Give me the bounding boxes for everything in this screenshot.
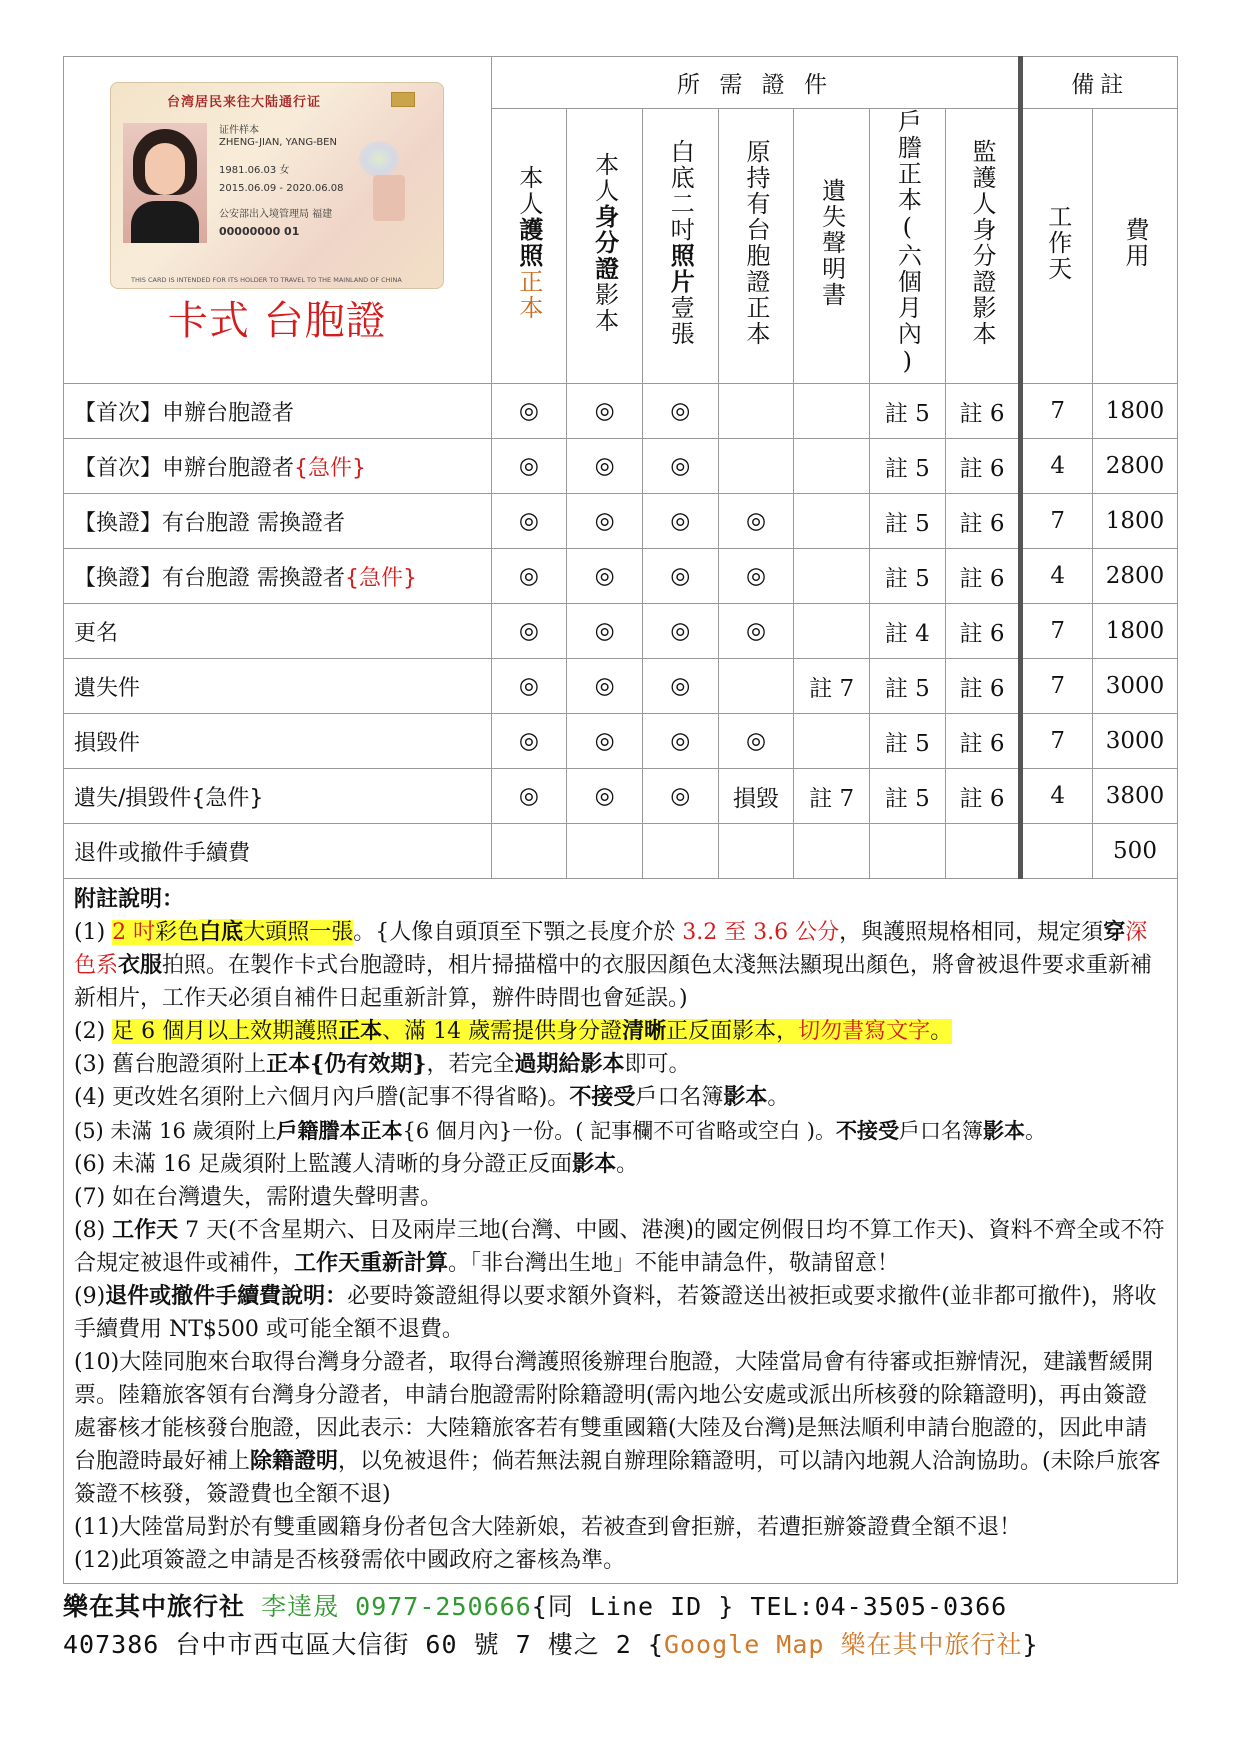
col-header-household: 戶謄正本(六個月內) — [870, 109, 946, 384]
card-caption: 卡式 台胞證 — [167, 298, 387, 344]
requirement-cell: ◎ — [491, 549, 567, 604]
notes-title: 附註說明： — [74, 886, 185, 912]
requirement-cell: ◎ — [567, 714, 643, 769]
table-row — [64, 824, 1178, 879]
google-map-link[interactable]: Google Map 樂在其中旅行社 — [663, 1630, 1023, 1659]
workdays-cell: 4 — [1021, 549, 1093, 604]
footer-line-2: 407386 台中市西屯區大信街 60 號 7 樓之 2 {Google Map 樂在其中旅行社} — [63, 1630, 1039, 1659]
workdays-cell: 7 — [1021, 604, 1093, 659]
table-row — [64, 714, 1178, 769]
requirement-cell: ◎ — [491, 659, 567, 714]
line-id-note: {同 Line ID } — [531, 1592, 735, 1621]
requirement-cell: 註 6 — [945, 494, 1021, 549]
card-portrait — [123, 123, 207, 243]
requirement-cell — [718, 384, 794, 439]
row-label: 損毀件 — [64, 714, 492, 769]
requirement-cell: ◎ — [718, 714, 794, 769]
requirement-cell: 註 4 — [870, 604, 946, 659]
row-label: 遺失/損毀件{急件} — [64, 769, 492, 824]
requirements-table — [63, 56, 1178, 879]
workdays-cell: 7 — [1021, 714, 1093, 769]
requirement-cell — [794, 604, 870, 659]
card-line: 证件样本 — [219, 125, 259, 136]
requirement-cell — [794, 714, 870, 769]
card-sample-image — [110, 82, 444, 289]
footer-line-1 — [63, 1588, 1178, 1626]
requirement-cell: 註 7 — [794, 769, 870, 824]
workdays-cell: 7 — [1021, 494, 1093, 549]
requirement-cell: ◎ — [491, 604, 567, 659]
card-sample-cell — [64, 57, 492, 384]
remarks-header: 備註 — [1021, 57, 1178, 109]
requirement-cell — [491, 824, 567, 879]
table-row — [64, 439, 1178, 494]
row-label: 退件或撤件手續費 — [64, 824, 492, 879]
requirement-cell: 註 6 — [945, 769, 1021, 824]
requirement-cell: 損毀 — [718, 769, 794, 824]
card-line: ZHENG-JIAN, YANG-BEN — [219, 137, 337, 148]
col-header-id-card: 本人身分證影本 — [567, 109, 643, 384]
fee-cell: 1800 — [1093, 494, 1178, 549]
fee-cell: 3000 — [1093, 714, 1178, 769]
row-label: 遺失件 — [64, 659, 492, 714]
requirement-cell: 註 6 — [945, 659, 1021, 714]
requirement-cell: ◎ — [718, 494, 794, 549]
requirement-cell — [718, 824, 794, 879]
requirement-cell: ◎ — [642, 494, 718, 549]
table-row — [64, 659, 1178, 714]
agency-footer — [63, 1588, 1178, 1664]
table-row — [64, 769, 1178, 824]
requirement-cell: ◎ — [567, 494, 643, 549]
phone-number[interactable]: 0977-250666 — [355, 1592, 532, 1621]
requirement-cell: ◎ — [642, 659, 718, 714]
requirement-cell — [870, 824, 946, 879]
fee-cell: 2800 — [1093, 439, 1178, 494]
row-label: 【首次】申辦台胞證者 — [64, 384, 492, 439]
requirement-cell: 註 6 — [945, 439, 1021, 494]
requirement-cell: ◎ — [642, 604, 718, 659]
requirement-cell: ◎ — [491, 439, 567, 494]
requirement-cell — [794, 384, 870, 439]
table-row — [64, 549, 1178, 604]
contact-name: 李達晟 — [261, 1592, 340, 1621]
note-3: (3) 舊台胞證須附上正本{仍有效期}，若完全過期給影本即可。 — [74, 1051, 691, 1077]
requirement-cell: 註 7 — [794, 659, 870, 714]
agency-name: 樂在其中旅行社 — [63, 1592, 246, 1621]
requirement-cell: 註 5 — [870, 439, 946, 494]
requirement-cell — [794, 824, 870, 879]
col-header-guardian-id: 監護人身分證影本 — [945, 109, 1021, 384]
requirement-cell: 註 6 — [945, 384, 1021, 439]
fee-cell: 3000 — [1093, 659, 1178, 714]
requirement-cell: ◎ — [491, 714, 567, 769]
note-6: (6) 未滿 16 足歲須附上監護人清晰的身分證正反面影本。 — [74, 1151, 639, 1177]
workdays-cell: 4 — [1021, 439, 1093, 494]
requirement-cell: ◎ — [491, 384, 567, 439]
fee-cell: 2800 — [1093, 549, 1178, 604]
card-line: 1981.06.03 女 — [219, 165, 290, 176]
requirement-cell: 註 5 — [870, 769, 946, 824]
requirement-cell — [642, 824, 718, 879]
requirement-cell — [794, 439, 870, 494]
requirement-cell: 註 6 — [945, 714, 1021, 769]
workdays-cell: 7 — [1021, 384, 1093, 439]
card-line: 00000000 01 — [219, 225, 300, 238]
hologram-icon — [359, 141, 399, 177]
col-header-old-permit: 原持有台胞證正本 — [718, 109, 794, 384]
requirement-cell: 註 5 — [870, 659, 946, 714]
card-footer-text: THIS CARD IS INTENDED FOR ITS HOLDER TO TRAVEL TO THE MAINLAND OF CHINA — [131, 276, 402, 284]
note-5: (5) 未滿 16 歲須附上戶籍謄本正本{6 個月內}一份。( 記事欄不可省略或空白 )。不接受戶口名簿影本。 — [74, 1118, 1046, 1143]
note-8: (8) 工作天 7 天(不含星期六、日及兩岸三地(台灣、中國、港澳)的國定例假日均不算工作天)、資料不齊全或不符合規定被退件或補件，工作天重新計算。「非台灣出生地」不能申請急件，敬請留意！ — [74, 1217, 1165, 1276]
requirement-cell: ◎ — [491, 494, 567, 549]
requirement-cell: ◎ — [567, 384, 643, 439]
table-row — [64, 494, 1178, 549]
requirement-cell: 註 5 — [870, 549, 946, 604]
requirement-cell: ◎ — [718, 549, 794, 604]
requirement-cell: 註 5 — [870, 384, 946, 439]
note-12: (12)此項簽證之申請是否核發需依中國政府之審核為準。 — [74, 1548, 626, 1573]
fee-cell: 500 — [1093, 824, 1178, 879]
requirement-cell — [718, 439, 794, 494]
workdays-cell — [1021, 824, 1093, 879]
requirement-cell: ◎ — [642, 714, 718, 769]
requirement-cell — [718, 659, 794, 714]
requirement-cell: ◎ — [567, 769, 643, 824]
card-emblem-icon — [391, 92, 415, 107]
card-ghost-portrait — [373, 175, 405, 221]
note-2: (2) 足 6 個月以上效期護照正本、滿 14 歲需提供身分證清晰正反面影本，切勿書寫文字。 — [74, 1018, 953, 1044]
col-header-loss-statement: 遺失聲明書 — [794, 109, 870, 384]
requirement-cell: ◎ — [567, 439, 643, 494]
workdays-cell: 4 — [1021, 769, 1093, 824]
note-7: (7) 如在台灣遺失，需附遺失聲明書。 — [74, 1185, 443, 1210]
requirement-cell: 註 6 — [945, 549, 1021, 604]
requirement-cell: ◎ — [567, 659, 643, 714]
requirement-cell: ◎ — [642, 769, 718, 824]
requirement-cell: ◎ — [491, 769, 567, 824]
requirement-cell: ◎ — [642, 439, 718, 494]
fee-cell: 3800 — [1093, 769, 1178, 824]
requirement-cell: ◎ — [642, 384, 718, 439]
requirement-cell: 註 5 — [870, 714, 946, 769]
note-11: (11)大陸當局對於有雙重國籍身份者包含大陸新娘，若被查到會拒辦，若遭拒辦簽證費全額不退！ — [74, 1515, 1022, 1540]
requirement-cell: 註 5 — [870, 494, 946, 549]
notes-section — [63, 879, 1178, 1584]
document-page — [63, 56, 1178, 1664]
requirement-cell: ◎ — [642, 549, 718, 604]
requirement-cell: 註 6 — [945, 604, 1021, 659]
table-row — [64, 604, 1178, 659]
card-line: 2015.06.09 - 2020.06.08 — [219, 183, 344, 194]
col-header-fee: 費用 — [1093, 109, 1178, 384]
required-docs-header: 所 需 證 件 — [491, 57, 1021, 109]
note-4: (4) 更改姓名須附上六個月內戶謄(記事不得省略)。不接受戶口名簿影本。 — [74, 1084, 790, 1110]
requirement-cell — [567, 824, 643, 879]
fee-cell: 1800 — [1093, 384, 1178, 439]
requirement-cell — [794, 494, 870, 549]
col-header-passport: 本人護照正本 — [491, 109, 567, 384]
row-label: 【換證】有台胞證 需換證者{急件} — [64, 549, 492, 604]
tel-number[interactable]: TEL:04-3505-0366 — [750, 1592, 1008, 1621]
note-1: (1) 2 吋彩色白底大頭照一張。{人像自頭頂至下顎之長度介於 3.2 至 3.6 公分，與護照規格相同，規定須穿深色系衣服拍照。在製作卡式台胞證時，相片掃描檔中的衣服因顏色太淺無法顯現出顏色，將會被退件要求重新補新相片，工作天必須自補件日起重新計算，辦件時間也會延誤。) — [74, 919, 1153, 1011]
row-label: 更名 — [64, 604, 492, 659]
table-row — [64, 384, 1178, 439]
card-title: 台湾居民来往大陆通行证 — [167, 95, 322, 110]
requirement-cell — [945, 824, 1021, 879]
row-label: 【換證】有台胞證 需換證者 — [64, 494, 492, 549]
requirement-cell — [794, 549, 870, 604]
note-10: (10)大陸同胞來台取得台灣身分證者，取得台灣護照後辦理台胞證，大陸當局會有待審或拒辦情況，建議暫緩開票。陸籍旅客領有台灣身分證者，申請台胞證需附除籍證明(需內地公安處或派出所核發的除籍證明)，再由簽證處審核才能核發台胞證，因此表示：大陸籍旅客若有雙重國籍(大陸及台灣)是無法順利申請台胞證的，因此申請台胞證時最好補上除籍證明，以免被退件；倘若無法親自辦理除籍證明，可以請內地親人洽詢協助。(未除戶旅客簽證不核發，簽證費也全額不退) — [74, 1350, 1161, 1507]
requirement-cell: ◎ — [718, 604, 794, 659]
col-header-workdays: 工作天 — [1021, 109, 1093, 384]
col-header-photo: 白底二吋照片壹張 — [642, 109, 718, 384]
card-line: 公安部出入境管理局 福建 — [219, 209, 333, 220]
address: 407386 台中市西屯區大信街 60 號 7 樓之 2 — [63, 1630, 632, 1659]
fee-cell: 1800 — [1093, 604, 1178, 659]
row-label: 【首次】申辦台胞證者{急件} — [64, 439, 492, 494]
note-9: (9)退件或撤件手續費說明：必要時簽證組得以要求額外資料，若簽證送出被拒或要求撤件(並非都可撤件)，將收手續費用 NT$500 或可能全額不退費。 — [74, 1283, 1157, 1342]
workdays-cell: 7 — [1021, 659, 1093, 714]
requirement-cell: ◎ — [567, 604, 643, 659]
requirement-cell: ◎ — [567, 549, 643, 604]
